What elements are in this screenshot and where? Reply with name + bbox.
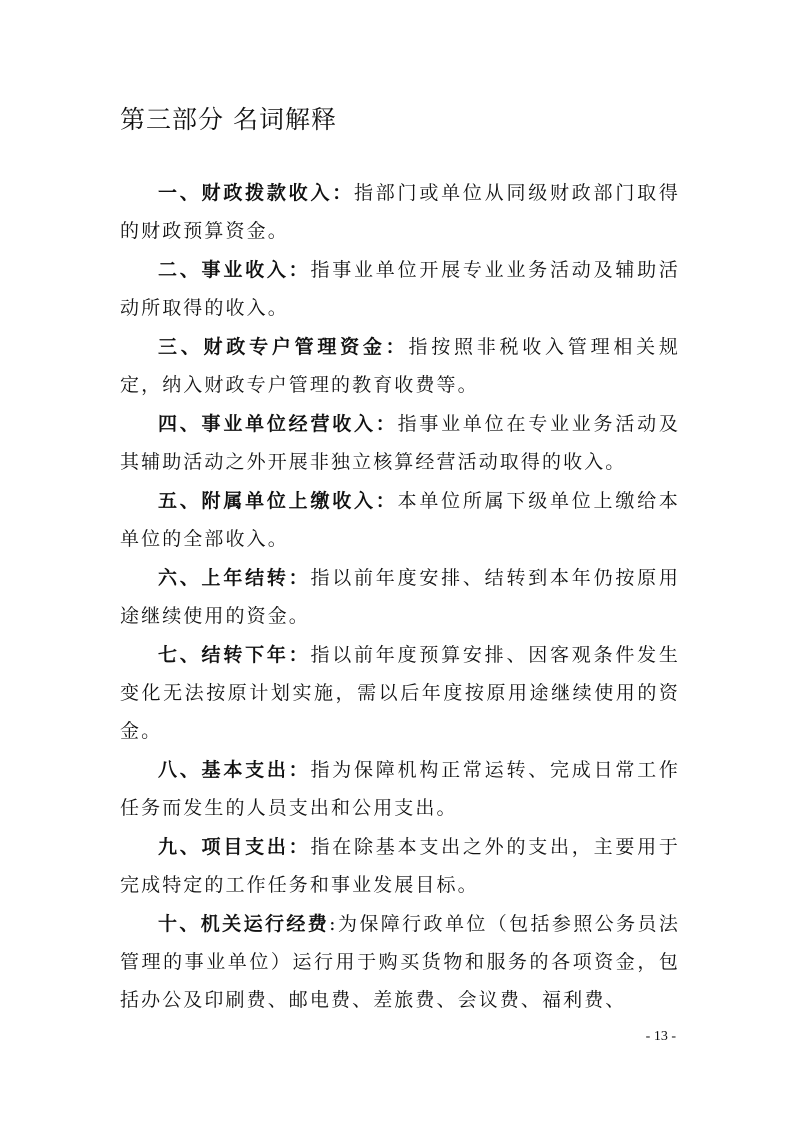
term-label: 六、上年结转：	[158, 567, 311, 589]
term-definition: 指以前年度预算安排、因客观条件发生变化无法按原计划实施，需以后年度按原用途继续使用的资金。	[120, 644, 681, 742]
term-definition: 指按照非税收入管理相关规定，纳入财政专户管理的教育收费等。	[120, 336, 680, 396]
term-definition: 指在除基本支出之外的支出，主要用于完成特定的工作任务和事业发展目标。	[120, 836, 681, 896]
definition-entry	[120, 328, 680, 404]
term-definition: 指事业单位开展专业业务活动及辅助活动所取得的收入。	[120, 259, 681, 319]
term-label: 二、事业收入：	[158, 259, 311, 281]
term-label: 四、事业单位经营收入：	[158, 413, 398, 435]
definition-entry	[120, 905, 680, 1019]
term-definition: 本单位所属下级单位上缴给本单位的全部收入。	[120, 490, 680, 550]
definition-entry	[120, 405, 680, 481]
definition-entry	[120, 174, 680, 250]
term-definition: 指为保障机构正常运转、完成日常工作任务而发生的人员支出和公用支出。	[120, 759, 681, 819]
term-label: 七、结转下年：	[158, 644, 311, 666]
definition-entry	[120, 251, 680, 327]
term-definition: 指事业单位在专业业务活动及其辅助活动之外开展非独立核算经营活动取得的收入。	[120, 413, 680, 473]
definition-entry	[120, 751, 680, 827]
term-label: 五、附属单位上缴收入：	[158, 490, 398, 512]
term-label: 九、项目支出：	[158, 836, 311, 858]
definition-entry	[120, 482, 680, 558]
term-label: 八、基本支出：	[158, 759, 311, 781]
term-definition: 指部门或单位从同级财政部门取得的财政预算资金。	[120, 182, 680, 242]
definition-entry	[120, 828, 680, 904]
term-label: 一、财政拨款收入：	[158, 182, 354, 204]
page-title: 第三部分 名词解释	[120, 105, 337, 134]
page-number: - 13 -	[645, 1029, 676, 1044]
term-label: 十、机关运行经费	[158, 913, 330, 935]
definition-entry	[120, 636, 680, 750]
definitions-list	[120, 174, 680, 1020]
term-definition: 指以前年度安排、结转到本年仍按原用途继续使用的资金。	[120, 567, 681, 627]
definition-entry	[120, 559, 680, 635]
term-definition: :为保障行政单位（包括参照公务员法管理的事业单位）运行用于购买货物和服务的各项资金，包括办公及印刷费、邮电费、差旅费、会议费、福利费、	[120, 913, 680, 1011]
term-label: 三、财政专户管理资金：	[158, 336, 409, 358]
